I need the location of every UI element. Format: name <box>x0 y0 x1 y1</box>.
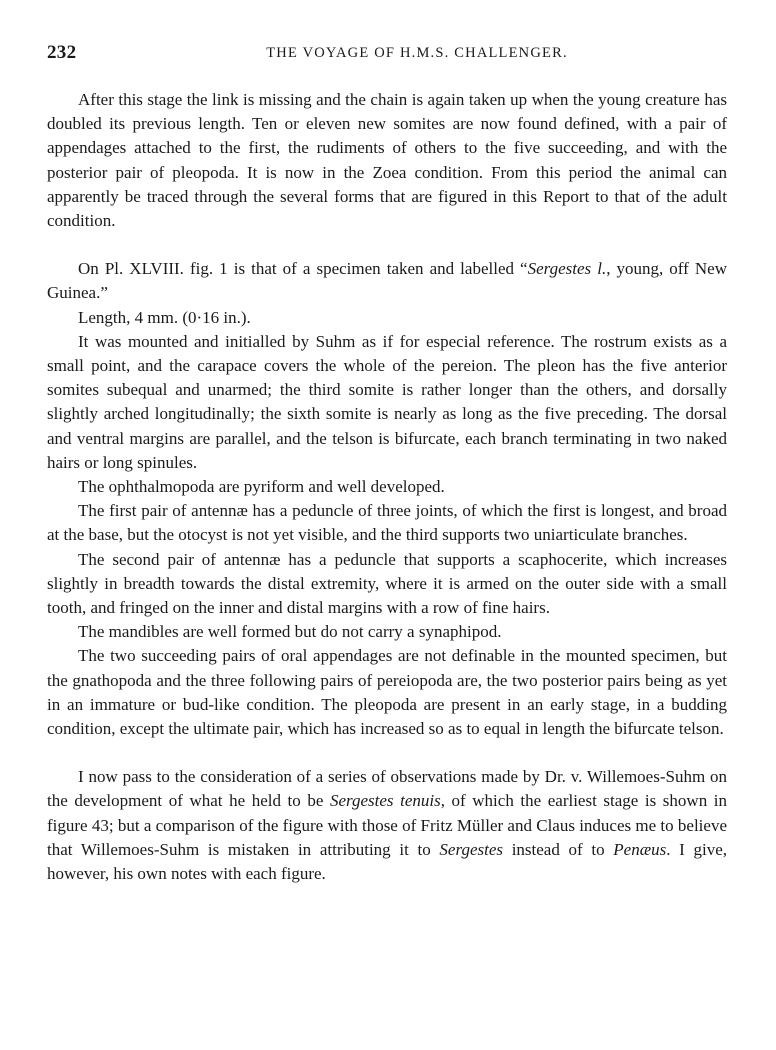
page-number: 232 <box>47 42 77 63</box>
willemoes-text-1: I now pass to the consideration of a series of observations made by Dr. v. Willemoes-Suhm on the development of what he held to be <box>47 767 727 811</box>
genus-name-italic: Penæus <box>613 839 667 859</box>
paragraph-oral-appendages: The two succeeding pairs of oral appendages are not definable in the mounted specimen, but the gnathopoda and the three following pairs of pereiopoda are, the two posterior pairs being as yet in an immature or bud-like condition. The pleopoda are present in an early stage, in a budding condition, except the ultimate pair, which has increased so as to equal in length the bifurcate telson. <box>47 646 727 739</box>
body-text <box>47 88 727 886</box>
paragraph-zoea-stage: After this stage the link is missing and the chain is again taken up when the young creature has doubled its previous length. Ten or eleven new somites are now found defined, with a pair of appendages attached to the first, the rudiments of others to the five succeeding, and with the posterior pair of pleopoda. It is now in the Zoea condition. From this period the animal can apparently be traced through the several forms that are figured in this Report to that of the adult condition. <box>47 90 727 231</box>
genus-name-italic: Sergestes <box>439 839 503 859</box>
running-title: THE VOYAGE OF H.M.S. CHALLENGER. <box>266 45 568 61</box>
paragraph-mandibles: The mandibles are well formed but do not carry a synaphipod. <box>78 622 502 642</box>
plate-reference-text: On Pl. XLVIII. fig. 1 is that of a specimen taken and labelled “ <box>78 259 528 279</box>
willemoes-text-3: instead of to <box>503 839 614 859</box>
paragraph-willemoes-suhm <box>47 765 727 886</box>
paragraph-second-antennae: The second pair of antennæ has a peduncle that supports a scaphocerite, which increases slightly in breadth towards the distal extremity, where it is armed on the outer side with a small tooth, and fringed on the inner and distal margins with a row of fine hairs. <box>47 549 727 618</box>
paragraph-ophthalmopoda: The ophthalmopoda are pyriform and well developed. <box>78 477 445 497</box>
willemoes-text-2: , of which the earliest stage is shown in figure 43; but a comparison of the figure with those of Fritz Müller and Claus induces me to believe that Willemoes-Suhm is mistaken in attributing it to <box>47 791 727 859</box>
paragraph-plate-reference <box>47 257 727 305</box>
page-header <box>47 42 737 68</box>
plate-reference-text-end: , young, off New Guinea.” <box>47 259 727 303</box>
paragraph-length: Length, 4 mm. (0·16 in.). <box>78 307 251 327</box>
willemoes-text-4: . I give, however, his own notes with each figure. <box>47 839 727 884</box>
paragraph-specimen-description: It was mounted and initialled by Suhm as if for especial reference. The rostrum exists as a small point, and the carapace covers the whole of the pereion. The pleon has the five anterior somites subequal and unarmed; the third somite is rather longer than the others, and dorsally slightly arched longitudinally; the sixth somite is nearly as long as the five preceding. The dorsal and ventral margins are parallel, and the telson is bifurcate, each branch terminating in two naked hairs or long spinules. <box>47 331 727 472</box>
species-name-italic: Sergestes tenuis <box>329 791 441 811</box>
paragraph-first-antennae: The first pair of antennæ has a peduncle of three joints, of which the first is longest, and broad at the base, but the otocyst is not yet visible, and the third supports two uniarticulate branches. <box>47 501 727 545</box>
paragraph-gap <box>47 741 727 765</box>
paragraph-gap <box>47 233 727 257</box>
species-name-italic: Sergestes l. <box>527 259 607 279</box>
